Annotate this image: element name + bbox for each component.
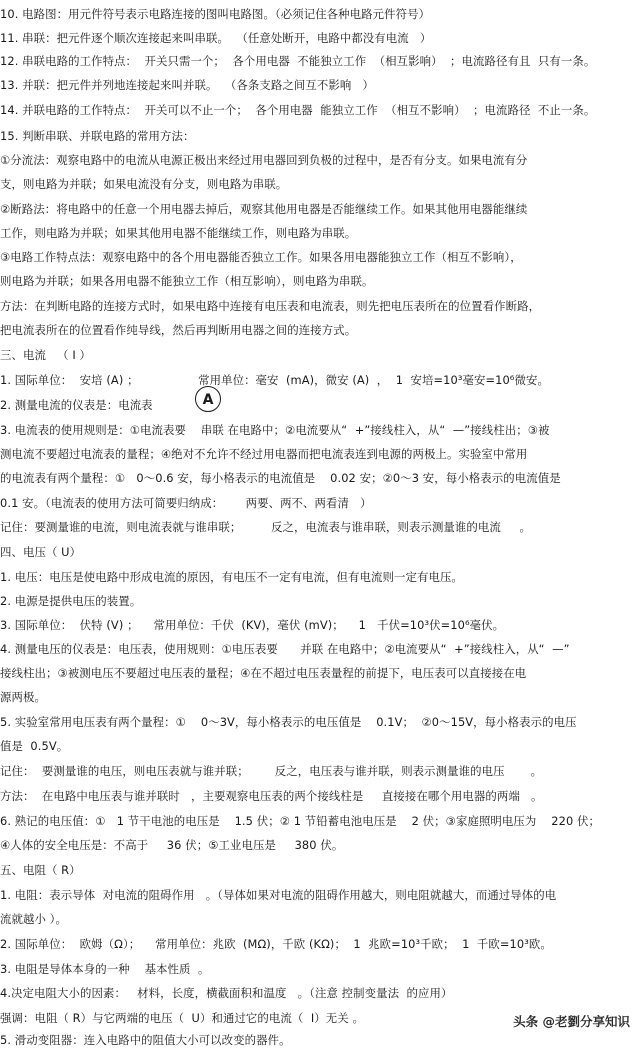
text-line: 四、电压（ U）: [0, 545, 82, 559]
text-line: ④人体的安全电压是：不高于 36 伏；⑤工业电压是 380 伏。: [0, 838, 344, 852]
text-line: 则电路为并联；如果各用电器不能独立工作（相互影响），则电路为串联。: [0, 274, 374, 288]
text-line: 15. 判断串联、并联电路的常用方法：: [0, 129, 195, 143]
watermark: 头条 @老劉分享知识: [513, 1014, 630, 1029]
text-line: 4.决定电阻大小的因素： 材料，长度，横截面积和温度 。（注意 控制变量法 的应用）: [0, 986, 453, 1000]
text-line: 工作，则电路为并联；如果其他用电器不能继续工作，则电路为串联。: [0, 226, 357, 240]
text-line: ③电路工作特点法：观察电路中的各个用电器能否独立工作。如果各用电器能独立工作（相互不影响），: [0, 250, 522, 264]
text-line: ②断路法：将电路中的任意一个用电器去掉后，观察其他用电器是否能继续工作。如果其他用电器能继续: [0, 202, 528, 216]
text-line: 0.1 安。（电流表的使用方法可简要归纳成： 两要、两不、两看清 ）: [0, 496, 372, 510]
text-line: 13. 并联：把元件并列地连接起来叫并联。 （各条支路之间互不影响 ）: [0, 78, 374, 92]
text-line: 11. 串联：把元件逐个顺次连接起来叫串联。 （任意处断开，电路中都没有电流 ）: [0, 31, 432, 45]
text-line: 测电流不要超过电流表的量程；④绝对不允许不经过用电器而把电流表连到电源的两极上。实验室中常用: [0, 447, 528, 461]
text-line: 10. 电路图：用元件符号表示电路连接的图叫电路图。（必须记住各种电路元件符号）: [0, 7, 431, 21]
text-line: 方法：在判断电路的连接方式时，如果电路中连接有电压表和电流表，则先把电压表所在的位置看作断路，: [0, 299, 541, 313]
text-line: 6. 熟记的电压值：① 1 节干电池的电压是 1.5 伏；② 1 节铅蓄电池电压是 2 伏；③家庭照明电压为 220 伏；: [0, 814, 601, 828]
text-line: 五、电阻（ R）: [0, 863, 81, 877]
text-line: 2. 测量电流的仪表是：电流表: [0, 398, 153, 412]
text-line: 接线柱出；③被测电压不要超过电压表的量程；④在不超过电压表量程的前提下，电压表可以直接接在电: [0, 666, 527, 680]
text-line: 流就越小 ）。: [0, 912, 67, 926]
text-line: 源两极。: [0, 690, 46, 704]
text-line: 4. 测量电压的仪表是：电压表，使用规则：①电压表要 并联 在电路中；②电流要从“ +”接线柱入，从“ —”: [0, 642, 570, 656]
text-line: 支，则电路为并联；如果电流没有分支，则电路为串联。: [0, 177, 288, 191]
text-line: 方法： 在电路中电压表与谁并联时 ，主要观察电压表的两个接线柱是 直接接在哪个用电器的两端 。: [0, 789, 543, 803]
text-line: 2. 电源是提供电压的装置。: [0, 594, 142, 608]
text-line: 记住： 要测量谁的电压，则电压表就与谁并联； 反之，电压表与谁并联，则表示测量谁的电压 。: [0, 764, 543, 778]
text-line: 把电流表所在的位置看作纯导线，然后再判断用电器之间的连接方式。: [0, 323, 357, 337]
text-line: 14. 并联电路的工作特点： 开关可以不止一个； 各个用电器 能独立工作 （相互不影响） ；电流路径 不止一条。: [0, 103, 596, 117]
text-line: 12. 串联电路的工作特点： 开关只需一个； 各个用电器 不能独立工作 （相互影响） ；电流路径有且 只有一条。: [0, 54, 596, 68]
text-line: 5. 实验室常用电压表有两个量程：① 0～3V，每小格表示的电压值是 0.1V； ②0～15V，每小格表示的电压: [0, 715, 577, 729]
ammeter-symbol-icon: A: [195, 386, 221, 412]
text-line: 值是 0.5V。: [0, 739, 69, 753]
text-line: 3. 电阻是导体本身的一种 基本性质 。: [0, 962, 210, 976]
text-line: 1. 电阻：表示导体 对电流的阻碍作用 。（导体如果对电流的阻碍作用越大，则电阻就越大，而通过导体的电: [0, 888, 557, 902]
text-line: 的电流表有两个量程：① 0～0.6 安，每小格表示的电流值是 0.02 安；②0～3 安，每小格表示的电流值是: [0, 471, 561, 485]
text-line: 2. 国际单位： 欧姆（Ω）； 常用单位：兆欧 (MΩ)，千欧 (KΩ)； 1 兆欧=10³千欧； 1 千欧=10³欧。: [0, 937, 552, 951]
text-line: 1. 国际单位： 安培 (A) ； 常用单位：毫安 (mA)，微安 (A) ， 1 安培=10³毫安=10⁶微安。: [0, 373, 549, 387]
text-line: 3. 电流表的使用规则是：①电流表要 串联 在电路中；②电流要从“ +”接线柱入，从“ —”接线柱出；③被: [0, 423, 550, 437]
text-line: 1. 电压：电压是使电路中形成电流的原因，有电压不一定有电流，但有电流则一定有电压。: [0, 570, 463, 584]
text-line: 3. 国际单位： 伏特 (V) ； 常用单位：千伏 (KV)，毫伏 (mV)； 1 千伏=10³伏=10⁶毫伏。: [0, 618, 505, 632]
text-line: ①分流法：观察电路中的电流从电源正极出来经过用电器回到负极的过程中，是否有分支。如果电流有分: [0, 153, 528, 167]
text-line: 5. 滑动变阻器：连入电路中的阻值大小可以改变的器件。: [0, 1033, 291, 1047]
text-line: 强调：电阻（ R）与它两端的电压（ U）和通过它的电流（ I）无关 。: [0, 1011, 364, 1025]
text-line: 三、电流 （ I ）: [0, 348, 92, 362]
text-line: 记住：要测量谁的电流，则电流表就与谁串联； 反之，电流表与谁串联，则表示测量谁的电流 。: [0, 520, 531, 534]
